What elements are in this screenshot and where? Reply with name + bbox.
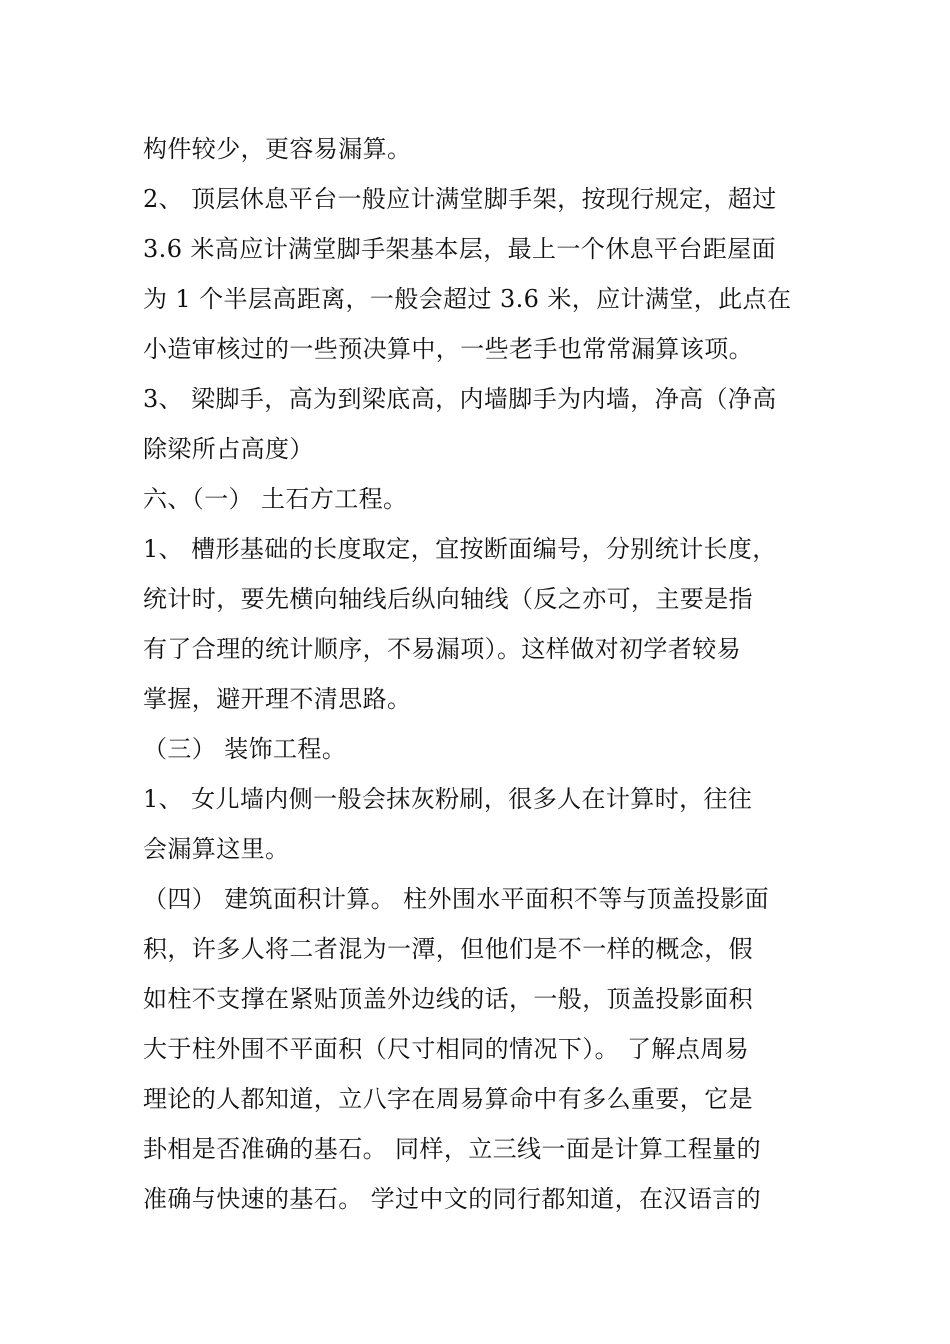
text-line: 2、 顶层休息平台一般应计满堂脚手架，按现行规定，超过 — [143, 185, 777, 213]
text-line: 积，许多人将二者混为一潭，但他们是不一样的概念，假 — [143, 935, 753, 963]
text-line: 会漏算这里。 — [143, 835, 290, 863]
text-line: 大于柱外围不平面积（尺寸相同的情况下）。 了解点周易 — [143, 1035, 750, 1063]
text-line: 1、 女儿墙内侧一般会抹灰粉刷，很多人在计算时，往往 — [143, 785, 753, 813]
text-line: 为 1 个半层高距离，一般会超过 3.6 米，应计满堂，此点在 — [143, 285, 792, 313]
text-line: 3、 梁脚手，高为到梁底高，内墙脚手为内墙，净高（净高 — [143, 385, 777, 413]
text-line: 理论的人都知道，立八字在周易算命中有多么重要，它是 — [143, 1085, 753, 1113]
text-line: 小造审核过的一些预决算中，一些老手也常常漏算该项。 — [143, 335, 753, 363]
text-line: 有了合理的统计顺序，不易漏项）。这样做对初学者较易 — [143, 635, 741, 663]
text-line: 除梁所占高度） — [143, 435, 314, 463]
text-line: （四） 建筑面积计算。 柱外围水平面积不等与顶盖投影面 — [143, 885, 770, 913]
text-line: 掌握，避开理不清思路。 — [143, 685, 412, 713]
text-line: 3.6 米高应计满堂脚手架基本层，最上一个休息平台距屋面 — [143, 235, 776, 263]
text-line: 如柱不支撑在紧贴顶盖外边线的话，一般，顶盖投影面积 — [143, 985, 753, 1013]
section-heading: （三） 装饰工程。 — [143, 735, 347, 763]
text-line: 1、 槽形基础的长度取定，宜按断面编号，分别统计长度， — [143, 535, 777, 563]
text-line: 统计时，要先横向轴线后纵向轴线（反之亦可，主要是指 — [143, 585, 753, 613]
text-line: 卦相是否准确的基石。 同样，立三线一面是计算工程量的 — [143, 1135, 762, 1163]
section-heading: 六、（一） 土石方工程。 — [143, 485, 408, 513]
text-line: 构件较少，更容易漏算。 — [143, 135, 412, 163]
text-line: 准确与快速的基石。 学过中文的同行都知道，在汉语言的 — [143, 1185, 762, 1213]
